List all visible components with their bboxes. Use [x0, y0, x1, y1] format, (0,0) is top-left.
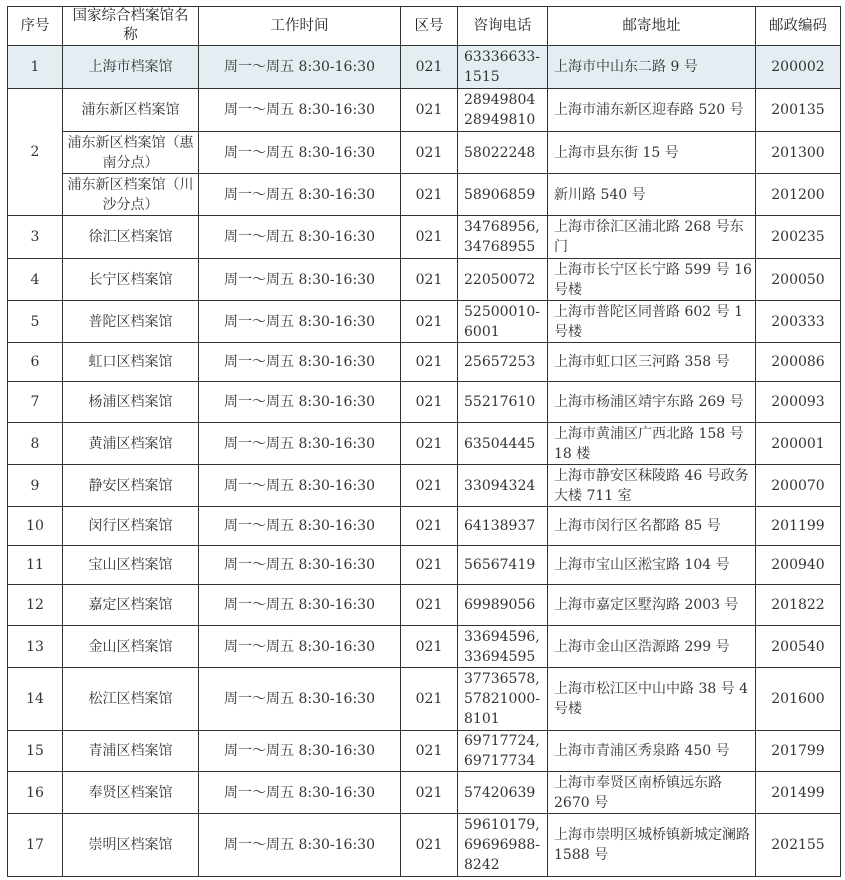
table-row — [8, 585, 841, 626]
cell-address: 上海市杨浦区靖宇东路 269 号 — [548, 382, 756, 423]
cell-phone: 55217610 — [458, 382, 548, 423]
cell-address: 上海市嘉定区墅沟路 2003 号 — [548, 585, 756, 626]
table-row — [8, 343, 841, 382]
cell-postcode: 201799 — [756, 731, 841, 772]
cell-name: 奉贤区档案馆 — [63, 772, 199, 814]
cell-postcode: 200940 — [756, 546, 841, 585]
cell-hours: 周一～周五 8:30-16:30 — [199, 731, 401, 772]
cell-name: 宝山区档案馆 — [63, 546, 199, 585]
header-row — [8, 7, 841, 46]
cell-postcode: 200333 — [756, 301, 841, 343]
cell-hours: 周一～周五 8:30-16:30 — [199, 507, 401, 546]
cell-postcode: 201822 — [756, 585, 841, 626]
cell-postcode: 201199 — [756, 507, 841, 546]
cell-address: 新川路 540 号 — [548, 174, 756, 216]
cell-no: 11 — [8, 546, 63, 585]
cell-postcode: 200093 — [756, 382, 841, 423]
table-row — [8, 46, 841, 89]
cell-hours: 周一～周五 8:30-16:30 — [199, 259, 401, 301]
cell-area-code: 021 — [401, 507, 458, 546]
cell-phone: 59610179, 69696988-8242 — [458, 814, 548, 877]
cell-address: 上海市闵行区名都路 85 号 — [548, 507, 756, 546]
cell-phone: 37736578, 57821000-8101 — [458, 668, 548, 731]
cell-hours: 周一～周五 8:30-16:30 — [199, 668, 401, 731]
table-row — [8, 731, 841, 772]
cell-address: 上海市长宁区长宁路 599 号 16 号楼 — [548, 259, 756, 301]
cell-phone: 28949804 28949810 — [458, 89, 548, 132]
cell-area-code: 021 — [401, 89, 458, 132]
cell-no: 16 — [8, 772, 63, 814]
cell-no: 17 — [8, 814, 63, 877]
cell-address: 上海市县东街 15 号 — [548, 132, 756, 174]
cell-area-code: 021 — [401, 132, 458, 174]
cell-name: 黄浦区档案馆 — [63, 423, 199, 465]
cell-name: 浦东新区档案馆（川沙分点） — [63, 174, 199, 216]
cell-hours: 周一～周五 8:30-16:30 — [199, 382, 401, 423]
cell-address: 上海市中山东二路 9 号 — [548, 46, 756, 89]
cell-address: 上海市青浦区秀泉路 450 号 — [548, 731, 756, 772]
cell-address: 上海市宝山区淞宝路 104 号 — [548, 546, 756, 585]
cell-postcode: 201600 — [756, 668, 841, 731]
cell-area-code: 021 — [401, 668, 458, 731]
header-hours: 工作时间 — [199, 7, 401, 46]
cell-hours: 周一～周五 8:30-16:30 — [199, 585, 401, 626]
cell-hours: 周一～周五 8:30-16:30 — [199, 343, 401, 382]
table-row — [8, 259, 841, 301]
header-address: 邮寄地址 — [548, 7, 756, 46]
cell-phone: 33094324 — [458, 465, 548, 507]
cell-phone: 56567419 — [458, 546, 548, 585]
cell-postcode: 200070 — [756, 465, 841, 507]
cell-name: 静安区档案馆 — [63, 465, 199, 507]
cell-hours: 周一～周五 8:30-16:30 — [199, 626, 401, 668]
cell-area-code: 021 — [401, 546, 458, 585]
table-row — [8, 668, 841, 731]
cell-area-code: 021 — [401, 46, 458, 89]
table-row — [8, 772, 841, 814]
cell-name: 松江区档案馆 — [63, 668, 199, 731]
cell-hours: 周一～周五 8:30-16:30 — [199, 546, 401, 585]
cell-hours: 周一～周五 8:30-16:30 — [199, 423, 401, 465]
cell-phone: 34768956, 34768955 — [458, 216, 548, 259]
cell-postcode: 200235 — [756, 216, 841, 259]
cell-hours: 周一～周五 8:30-16:30 — [199, 132, 401, 174]
cell-area-code: 021 — [401, 772, 458, 814]
cell-phone: 69989056 — [458, 585, 548, 626]
cell-phone: 57420639 — [458, 772, 548, 814]
cell-name: 上海市档案馆 — [63, 46, 199, 89]
cell-postcode: 200540 — [756, 626, 841, 668]
cell-phone: 58022248 — [458, 132, 548, 174]
cell-postcode: 201499 — [756, 772, 841, 814]
cell-no: 2 — [8, 89, 63, 216]
table-row — [8, 465, 841, 507]
cell-hours: 周一～周五 8:30-16:30 — [199, 814, 401, 877]
cell-address: 上海市崇明区城桥镇新城定澜路 1588 号 — [548, 814, 756, 877]
cell-name: 闵行区档案馆 — [63, 507, 199, 546]
cell-area-code: 021 — [401, 343, 458, 382]
cell-area-code: 021 — [401, 626, 458, 668]
cell-name: 浦东新区档案馆 — [63, 89, 199, 132]
cell-address: 上海市松江区中山中路 38 号 4 号楼 — [548, 668, 756, 731]
cell-area-code: 021 — [401, 423, 458, 465]
cell-postcode: 200050 — [756, 259, 841, 301]
cell-hours: 周一～周五 8:30-16:30 — [199, 772, 401, 814]
header-area-code: 区号 — [401, 7, 458, 46]
cell-phone: 58906859 — [458, 174, 548, 216]
cell-area-code: 021 — [401, 259, 458, 301]
cell-hours: 周一～周五 8:30-16:30 — [199, 216, 401, 259]
cell-area-code: 021 — [401, 585, 458, 626]
cell-name: 杨浦区档案馆 — [63, 382, 199, 423]
header-no: 序号 — [8, 7, 63, 46]
cell-no: 15 — [8, 731, 63, 772]
table-row — [8, 174, 841, 216]
cell-area-code: 021 — [401, 465, 458, 507]
cell-no: 4 — [8, 259, 63, 301]
header-phone: 咨询电话 — [458, 7, 548, 46]
cell-postcode: 202155 — [756, 814, 841, 877]
cell-phone: 33694596, 33694595 — [458, 626, 548, 668]
cell-name: 浦东新区档案馆（惠南分点） — [63, 132, 199, 174]
cell-name: 嘉定区档案馆 — [63, 585, 199, 626]
table-row — [8, 814, 841, 877]
cell-area-code: 021 — [401, 174, 458, 216]
cell-no: 12 — [8, 585, 63, 626]
cell-name: 徐汇区档案馆 — [63, 216, 199, 259]
cell-name: 崇明区档案馆 — [63, 814, 199, 877]
cell-address: 上海市浦东新区迎春路 520 号 — [548, 89, 756, 132]
table-row — [8, 301, 841, 343]
cell-no: 14 — [8, 668, 63, 731]
header-name: 国家综合档案馆名称 — [63, 7, 199, 46]
cell-hours: 周一～周五 8:30-16:30 — [199, 89, 401, 132]
cell-area-code: 021 — [401, 814, 458, 877]
cell-postcode: 201300 — [756, 132, 841, 174]
cell-name: 普陀区档案馆 — [63, 301, 199, 343]
cell-no: 1 — [8, 46, 63, 89]
table-row — [8, 423, 841, 465]
table-row — [8, 216, 841, 259]
cell-area-code: 021 — [401, 216, 458, 259]
cell-no: 3 — [8, 216, 63, 259]
cell-name: 青浦区档案馆 — [63, 731, 199, 772]
cell-name: 虹口区档案馆 — [63, 343, 199, 382]
table-row — [8, 382, 841, 423]
cell-no: 9 — [8, 465, 63, 507]
cell-no: 7 — [8, 382, 63, 423]
cell-phone: 22050072 — [458, 259, 548, 301]
cell-name: 长宁区档案馆 — [63, 259, 199, 301]
cell-postcode: 200001 — [756, 423, 841, 465]
cell-postcode: 200002 — [756, 46, 841, 89]
archives-table — [7, 6, 841, 877]
table-row — [8, 546, 841, 585]
cell-postcode: 201200 — [756, 174, 841, 216]
cell-address: 上海市普陀区同普路 602 号 1 号楼 — [548, 301, 756, 343]
cell-address: 上海市徐汇区浦北路 268 号东门 — [548, 216, 756, 259]
table-row — [8, 626, 841, 668]
cell-phone: 63336633-1515 — [458, 46, 548, 89]
cell-phone: 64138937 — [458, 507, 548, 546]
cell-hours: 周一～周五 8:30-16:30 — [199, 46, 401, 89]
cell-no: 10 — [8, 507, 63, 546]
table-row — [8, 132, 841, 174]
cell-phone: 69717724, 69717734 — [458, 731, 548, 772]
cell-no: 5 — [8, 301, 63, 343]
cell-phone: 52500010-6001 — [458, 301, 548, 343]
cell-area-code: 021 — [401, 301, 458, 343]
cell-no: 8 — [8, 423, 63, 465]
cell-address: 上海市奉贤区南桥镇远东路 2670 号 — [548, 772, 756, 814]
cell-phone: 63504445 — [458, 423, 548, 465]
cell-postcode: 200135 — [756, 89, 841, 132]
cell-no: 13 — [8, 626, 63, 668]
cell-address: 上海市黄浦区广西北路 158 号 18 楼 — [548, 423, 756, 465]
cell-name: 金山区档案馆 — [63, 626, 199, 668]
cell-phone: 25657253 — [458, 343, 548, 382]
cell-address: 上海市静安区秣陵路 46 号政务大楼 711 室 — [548, 465, 756, 507]
cell-address: 上海市虹口区三河路 358 号 — [548, 343, 756, 382]
cell-hours: 周一～周五 8:30-16:30 — [199, 174, 401, 216]
cell-area-code: 021 — [401, 731, 458, 772]
header-postcode: 邮政编码 — [756, 7, 841, 46]
table-row — [8, 89, 841, 132]
cell-no: 6 — [8, 343, 63, 382]
table-row — [8, 507, 841, 546]
cell-hours: 周一～周五 8:30-16:30 — [199, 465, 401, 507]
cell-address: 上海市金山区浩源路 299 号 — [548, 626, 756, 668]
cell-postcode: 200086 — [756, 343, 841, 382]
cell-hours: 周一～周五 8:30-16:30 — [199, 301, 401, 343]
cell-area-code: 021 — [401, 382, 458, 423]
